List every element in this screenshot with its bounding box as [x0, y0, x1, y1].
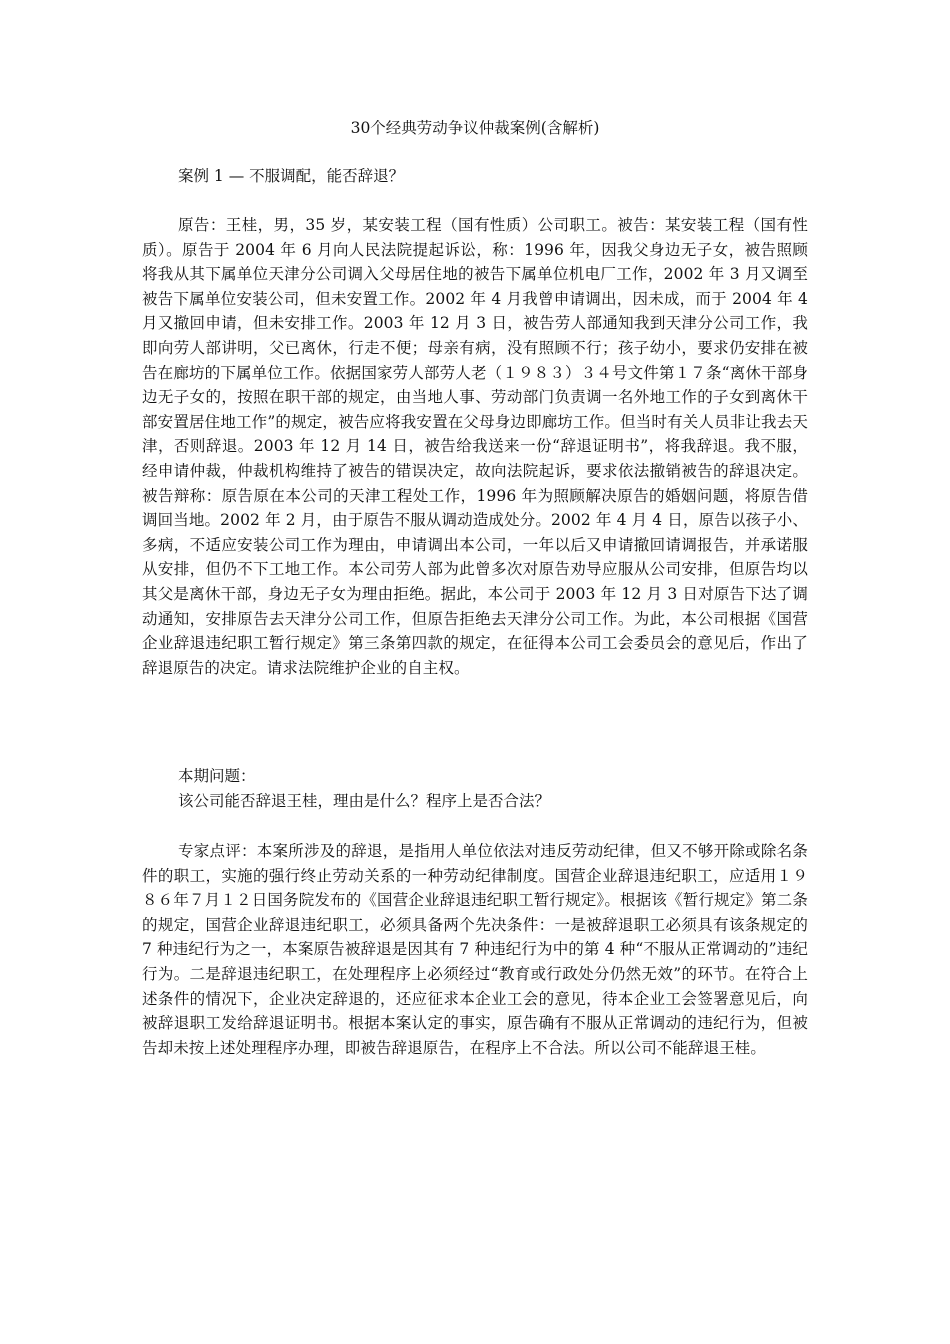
- plaintiff-paragraph: 原告：王桂，男，35 岁，某安装工程（国有性质）公司职工。被告：某安装工程（国有性质）。原告于 2004 年 6 月向人民法院提起诉讼，称：1996 年，因我父身边无子女，被告照顾将我从其下属单位天津分公司调入父母居住地的被告下属单位机电厂工作，2002 年 3 月又调至被告下属单位安装公司，但未安置工作。2002 年 4 月我曾申请调出，因未成，而于 2004 年 4 月又撤回申请，但未安排工作。2003 年 12 月 3 日，被告劳人部通知我到天津分公司工作，我即向劳人部讲明，父已离休，行走不便；母亲有病，没有照顾不行；孩子幼小，要求仍安排在被告在廊坊的下属单位工作。依据国家劳人部劳人老（１９８３）３４号文件第１７条“离休干部身边无子女的，按照在职干部的规定，由当地人事、劳动部门负责调一名外地工作的子女到离休干部安置居住地工作”的规定，被告应将我安置在父母身边即廊坊工作。但当时有关人员非让我去天津，否则辞退。2003 年 12 月 14 日，被告给我送来一份“辞退证明书”，将我辞退。我不服，经申请仲裁，仲裁机构维持了被告的错误决定，故向法院起诉，要求依法撤销被告的辞退决定。被告辩称：原告原在本公司的天津工程处工作，1996 年为照顾解决原告的婚姻问题，将原告借调回当地。2002 年 2 月，由于原告不服从调动造成处分。2002 年 4 月 4 日，原告以孩子小、多病，不适应安装公司工作为理由，申请调出本公司，一年以后又申请撤回请调报告，并承诺服从安排，但仍不下工地工作。本公司劳人部为此曾多次对原告劝导应服从公司安排，但原告均以其父是离休干部，身边无子女为理由拒绝。据此，本公司于 2003 年 12 月 3 日对原告下达了调动通知，安排原告去天津分公司工作，但原告拒绝去天津分公司工作。为此，本公司根据《国营企业辞退违纪职工暂行规定》第三条第四款的规定，在征得本公司工会委员会的意见后，作出了辞退原告的决定。请求法院维护企业的自主权。: [142, 216, 808, 677]
- expert-commentary-paragraph: 专家点评：本案所涉及的辞退，是指用人单位依法对违反劳动纪律，但又不够开除或除名条件的职工，实施的强行终止劳动关系的一种劳动纪律制度。国营企业辞退违纪职工，应适用１９８６年７月１２日国务院发布的《国营企业辞退违纪职工暂行规定》。根据该《暂行规定》第二条的规定，国营企业辞退违纪职工，必须具备两个先决条件：一是被辞退职工必须具有该条规定的 7 种违纪行为之一，本案原告被辞退是因其有 7 种违纪行为中的第 4 种“不服从正常调动的”违纪行为。二是辞退违纪职工，在处理程序上必须经过“教育或行政处分仍然无效”的环节。在符合上述条件的情况下，企业决定辞退的，还应征求本企业工会的意见，待本企业工会签署意见后，向被辞退职工发给辞退证明书。根据本案认定的事实，原告确有不服从正常调动的违纪行为，但被告却未按上述处理程序办理，即被告辞退原告，在程序上不合法。所以公司不能辞退王桂。: [142, 842, 808, 1057]
- question-text: 该公司能否辞退王桂，理由是什么？程序上是否合法？: [178, 792, 551, 810]
- document-title: 30个经典劳动争议仲裁案例(含解析): [350, 119, 600, 137]
- question-label: 本期问题：: [178, 767, 256, 785]
- case-heading: 案例 1 — 不服调配，能否辞退？: [178, 167, 405, 185]
